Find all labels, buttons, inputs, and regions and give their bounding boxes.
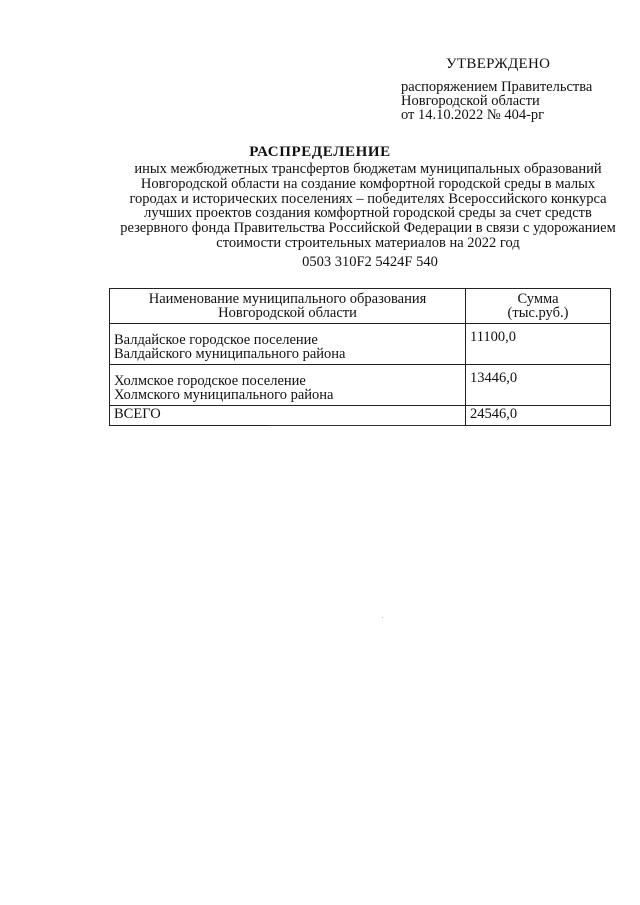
description-line: резервного фонда Правительства Российской Федерации в связи с удорожанием — [120, 220, 616, 237]
column-header-name: Наименование муниципального образования Новгородской области — [110, 289, 466, 324]
distribution-table — [109, 288, 611, 426]
scan-speck — [382, 617, 383, 618]
total-amount: 24546,0 — [466, 406, 611, 426]
description-line: городах и исторических поселениях – победителях Всероссийского конкурса — [129, 190, 607, 207]
description-line: иных межбюджетных трансфертов бюджетам муниципальных образований — [134, 161, 602, 177]
table-row — [110, 324, 611, 365]
amount: 13446,0 — [466, 365, 611, 406]
description-line: Новгородской области на создание комфортной городской среды в малых — [140, 175, 596, 192]
total-label: ВСЕГО — [110, 406, 466, 426]
approval-line: от 14.10.2022 № 404-рг — [401, 107, 545, 123]
closing-line — [268, 425, 464, 426]
document-description — [112, 162, 624, 251]
municipality-name: Холмское городское поселение Холмского муниципального района — [110, 365, 466, 406]
approval-line: распоряжением Правительства — [401, 79, 593, 95]
table-header-row — [110, 289, 611, 324]
municipality-name: Валдайское городское поселение Валдайского муниципального района — [110, 324, 466, 365]
budget-classification-code: 0503 310F2 5424F 540 — [302, 254, 438, 270]
table-row — [110, 365, 611, 406]
total-row — [110, 406, 611, 426]
approval-stamp: УТВЕРЖДЕНО — [446, 56, 551, 72]
column-header-sum: Сумма (тыс.руб.) — [466, 289, 611, 324]
approval-details — [401, 80, 592, 122]
description-line: лучших проектов создания комфортной городской среды за счет средств — [144, 205, 592, 222]
approval-line: Новгородской области — [401, 93, 540, 109]
amount: 11100,0 — [466, 324, 611, 365]
document-title: РАСПРЕДЕЛЕНИЕ — [249, 144, 391, 160]
description-line: стоимости строительных материалов на 2022 год — [216, 234, 520, 251]
